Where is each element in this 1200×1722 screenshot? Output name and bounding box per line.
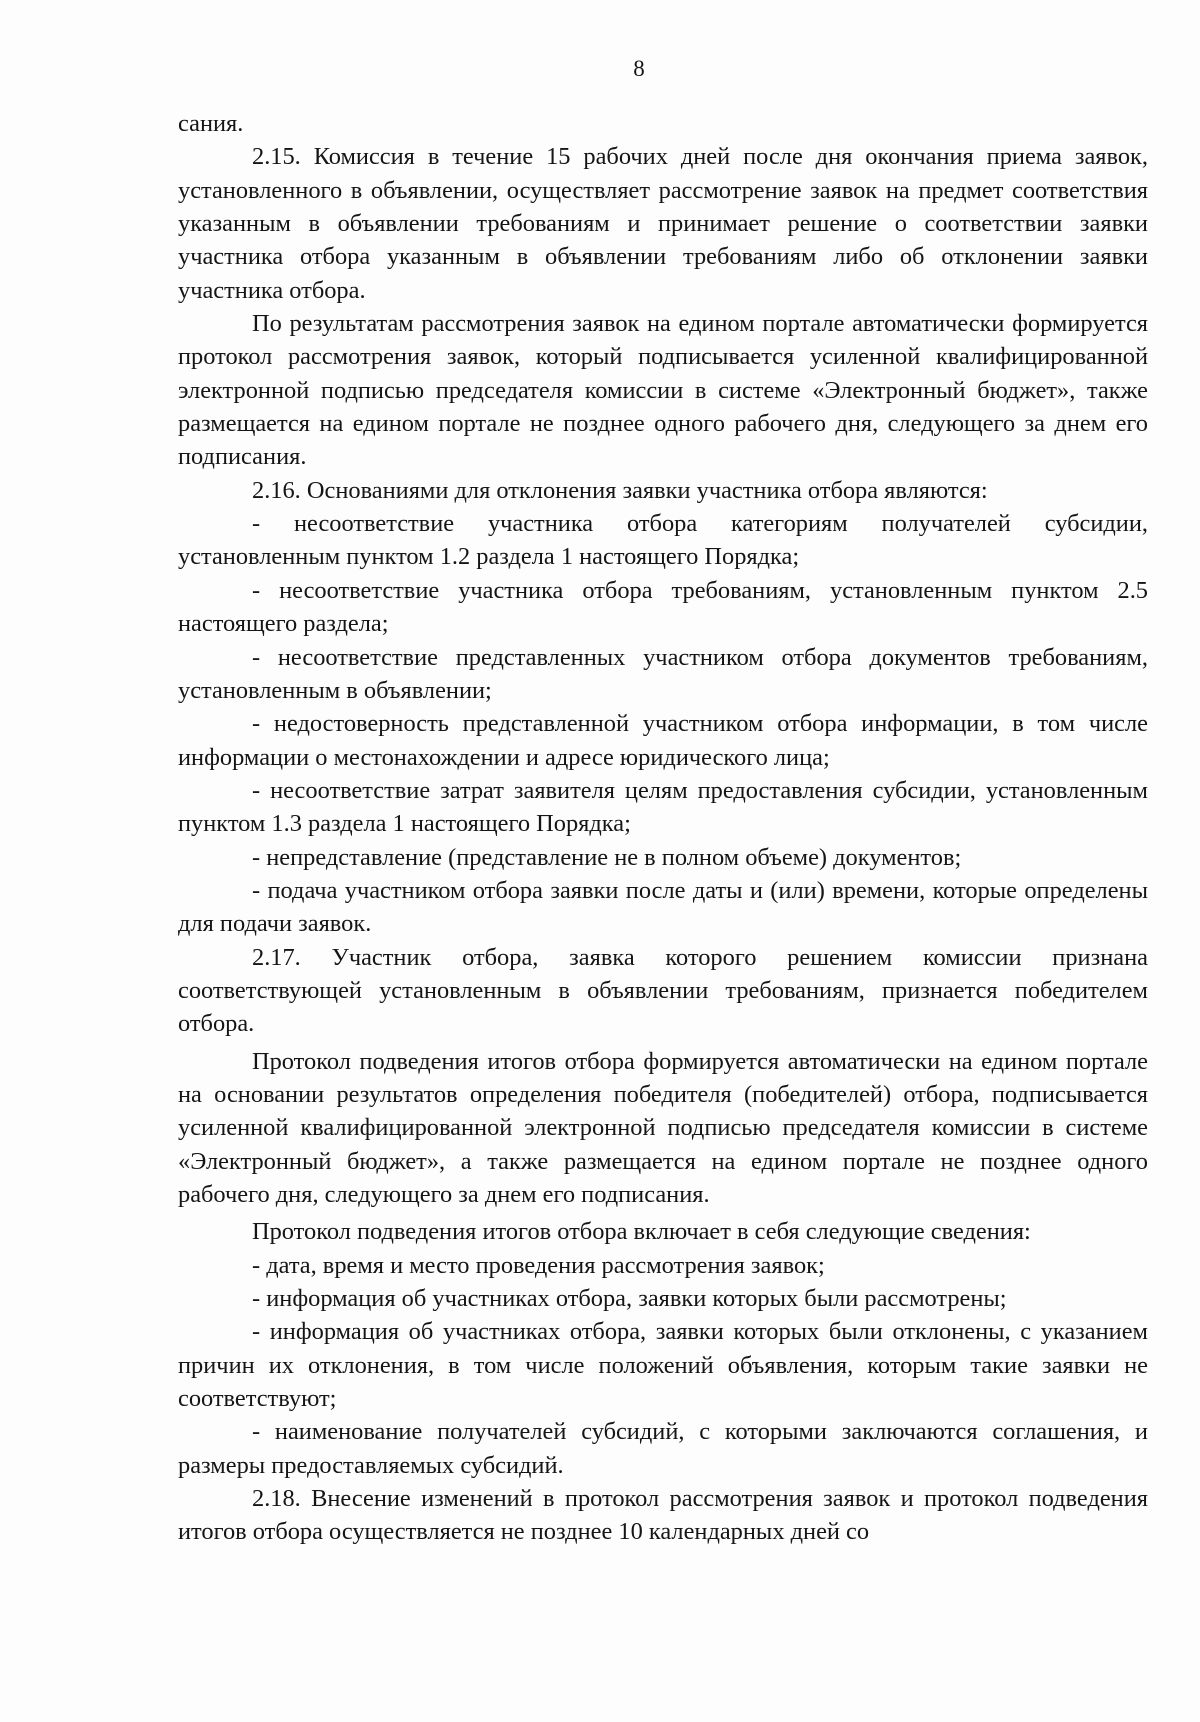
list-item-rejection-2: - несоответствие участника отбора требованиям, установленным пунктом 2.5 настоящего раздела; [178,576,1148,638]
list-item-rejection-7: - подача участником отбора заявки после даты и (или) времени, которые определены для подачи заявок. [178,876,1148,938]
list-item-contents-4: - наименование получателей субсидий, с которыми заключаются соглашения, и размеры предоставляемых субсидий. [178,1418,1148,1479]
list-item-rejection-1: - несоответствие участника отбора категориям получателей субсидии, установленным пунктом 1.2 раздела 1 настоящего Порядка; [178,510,1148,571]
list-item-contents-1: - дата, время и место проведения рассмотрения заявок; [252,1251,825,1279]
list-item-contents-3: - информация об участниках отбора, заявки которых были отклонены, с указанием причин их отклонения, в том числе положений объявления, которым такие заявки не соответствуют; [178,1318,1148,1413]
paragraph-2-15: 2.15. Комиссия в течение 15 рабочих дней после дня окончания приема заявок, установленного в объявлении, осуществляет рассмотрение заявок на предмет соответствия указанным в объявлении требованиям и принимает решение о соответствии заявки участника отбора указанным в объявлении требованиям либо об отклонении заявки участника отбора. [178,143,1148,304]
paragraph-2-18: 2.18. Внесение изменений в протокол рассмотрения заявок и протокол подведения итогов отбора осуществляется не позднее 10 календарных дней со [178,1485,1148,1546]
list-item-rejection-5: - несоответствие затрат заявителя целям предоставления субсидии, установленным пунктом 1.3 раздела 1 настоящего Порядка; [178,776,1148,838]
paragraph-protocol-contents: Протокол подведения итогов отбора включает в себя следующие сведения: [252,1218,1031,1246]
paragraph-2-16: 2.16. Основаниями для отклонения заявки участника отбора являются: [252,476,988,504]
list-item-rejection-3: - несоответствие представленных участником отбора документов требованиям, установленным в объявлении; [178,643,1148,704]
page-number: 8 [633,56,645,81]
paragraph-results-protocol: Протокол подведения итогов отбора формируется автоматически на едином портале на основании результатов определения победителя (победителей) отбора, подписывается усиленной квалифицированной электронной подписью председателя комиссии в системе «Электронный бюджет», а также размещается на едином портале не позднее одного рабочего дня, следующего за днем его подписания. [178,1047,1148,1208]
paragraph-2-17: 2.17. Участник отбора, заявка которого решением комиссии признана соответствующей установленным в объявлении требованиям, признается победителем отбора. [178,943,1148,1038]
paragraph-continuation: сания. [178,110,244,137]
paragraph-review-protocol: По результатам рассмотрения заявок на едином портале автоматически формируется протокол рассмотрения заявок, который подписывается усиленной квалифицированной электронной подписью председателя комиссии в системе «Электронный бюджет», также размещается на едином портале не позднее одного рабочего дня, следующего за днем его подписания. [178,310,1148,471]
list-item-rejection-6: - непредставление (представление не в полном объеме) документов; [252,843,962,871]
document-body [178,107,1148,1549]
list-item-rejection-4: - недостоверность представленной участником отбора информации, в том числе информации о местонахождении и адресе юридического лица; [178,710,1148,771]
list-item-contents-2: - информация об участниках отбора, заявки которых были рассмотрены; [252,1285,1007,1313]
